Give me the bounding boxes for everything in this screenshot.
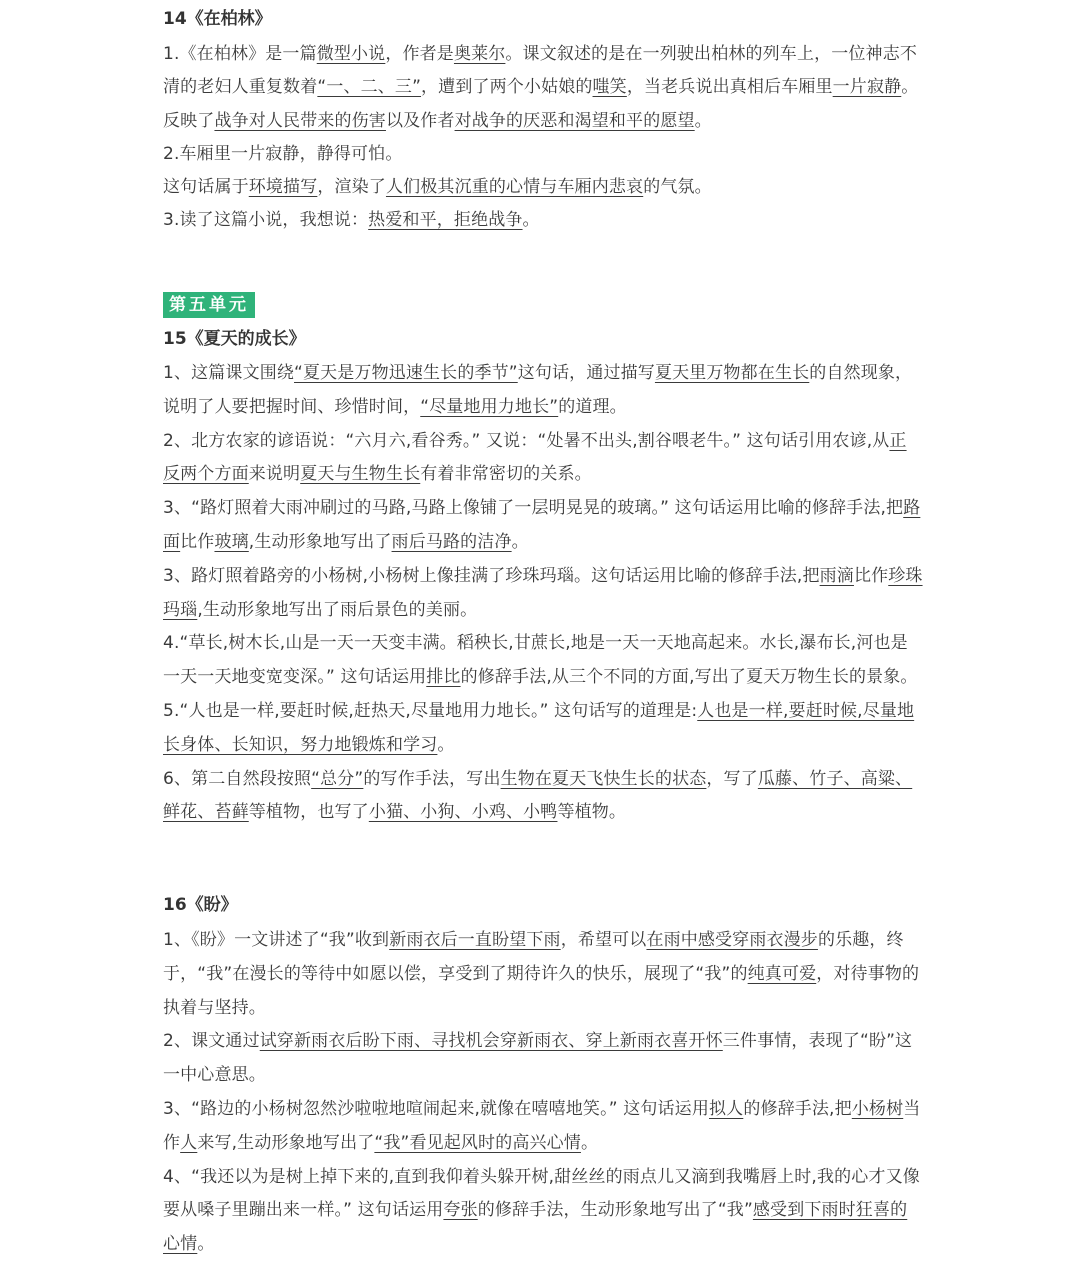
s14-para-4 [163,204,923,237]
section-16-title: 16《盼》 [163,895,238,915]
section-14 [163,7,923,238]
text-run: 三件事情，表现了“盼”这一中心意思。 [163,1031,913,1086]
text-run: 。 [197,1234,215,1255]
text-run: 。反映了 [163,77,919,131]
underlined-key-phrase: “一、二、三” [317,77,422,98]
text-run: 的写作手法，写出 [363,768,501,789]
underlined-key-phrase: 瓜藤、竹子、高粱、鲜花、苔藓 [163,768,913,823]
underlined-key-phrase: 对战争的厌恶和渴望和平的愿望 [454,110,695,131]
text-run: 的道理。 [558,396,627,417]
underlined-key-phrase: 雨滴 [819,565,854,586]
underlined-key-phrase: 珍珠玛瑙 [163,565,923,620]
text-run: ，渲染了 [317,177,386,198]
text-run: 。 [580,1132,599,1153]
text-run: 当作 [163,1098,921,1153]
underlined-key-phrase: “总分” [311,768,364,789]
section-15-title: 15《夏天的成长》 [163,329,306,349]
text-run: 的修辞手法，生动形象地写出了“我” [477,1200,753,1221]
underlined-key-phrase: 人们极其沉重的心情与车厢内悲哀 [385,177,644,198]
underlined-key-phrase: 雨后马路的洁净 [391,531,512,552]
underlined-key-phrase: 人也是一样,要赶时候,尽量地长身体、长知识，努力地锻炼和学习 [163,700,915,755]
unit-5-badge: 第五单元 [163,292,255,318]
text-run: 1、这篇课文围绕 [163,363,295,383]
text-run: 来说明 [248,464,301,485]
s15-para-3 [163,492,923,560]
underlined-key-phrase: 新雨衣后一直盼望下雨 [389,930,561,950]
underlined-key-phrase: 小猫、小狗、小鸡、小鸭 [368,802,558,823]
section-14-title: 14《在柏林》 [163,9,272,29]
underlined-key-phrase: 热爱和平，拒绝战争 [368,210,523,231]
underlined-key-phrase: “夏天是万物迅速生长的季节” [294,363,518,383]
text-run: ，希望可以 [560,930,647,950]
underlined-key-phrase: 在雨中感受穿雨衣漫步 [646,930,818,950]
text-run: 的自然现象，说明了人要把握时间、珍惜时间， [163,363,913,417]
text-run: 4.“草长,树木长,山是一天一天变丰满。稻秧长,甘蔗长,地是一天一天地高起来。水长,瀑布长,河也是一天一天地变宽变深。” 这句话运用 [163,633,908,688]
underlined-key-phrase: 小杨树 [851,1098,904,1119]
underlined-key-phrase: 正反两个方面 [163,430,907,485]
underlined-key-phrase: 奥莱尔 [453,44,506,64]
section-15 [163,327,923,830]
text-run: 有着非常密切的关系。 [420,464,592,485]
text-run: 3、路灯照着路旁的小杨树,小杨树上像挂满了珍珠玛瑙。这句话运用比喻的修辞手法,把 [163,565,820,586]
text-run: 这句话，通过描写 [517,363,655,383]
underlined-key-phrase: 路面 [163,498,921,552]
text-run: 。 [437,734,455,755]
s15-para-2 [163,425,923,493]
text-run: 。 [694,110,712,131]
text-run: 1.《在柏林》是一篇 [163,44,317,64]
s15-para-6 [163,695,923,763]
s15-para-5 [163,627,923,695]
s16-para-1 [163,924,923,1025]
s14-para-3 [163,171,923,204]
text-run: 3.读了这篇小说，我想说： [163,210,369,231]
text-run: ,生动形象地写出了雨后景色的美丽。 [197,599,478,620]
text-run: 来写,生动形象地写出了 [197,1132,375,1153]
unit-5-label [163,292,255,318]
s14-para-1 [163,38,923,138]
text-run: 这句话属于 [163,177,249,198]
section-16 [163,893,923,1262]
underlined-key-phrase: 夏天里万物都在生长 [654,363,810,383]
text-run: 2.车厢里一片寂静，静得可怕。 [163,143,403,164]
text-run: 等植物。 [557,802,627,823]
text-run: 2、北方农家的谚语说：“六月六,看谷秀。” 又说：“处暑不出头,割谷喂老牛。” 这句话引用农谚,从 [163,430,890,451]
underlined-key-phrase: 试穿新雨衣后盼下雨、寻找机会穿新雨衣、穿上新雨衣喜开怀 [259,1031,723,1052]
underlined-key-phrase: 嗤笑 [592,77,627,98]
underlined-key-phrase: 排比 [426,667,461,688]
s15-para-7 [163,763,923,831]
s15-para-1 [163,357,923,425]
text-run: ，对待事物的执着与坚持。 [163,963,920,1018]
text-run: 比作 [853,565,889,586]
text-run: 1、《盼》一文讲述了“我”收到 [163,930,390,950]
underlined-key-phrase: 一片寂静 [832,77,902,98]
text-run: 3、“路灯照着大雨冲刷过的马路,马路上像铺了一层明晃晃的玻璃。” 这句话运用比喻的修辞手法,把 [163,498,904,519]
underlined-key-phrase: 玻璃 [214,531,249,552]
text-run: 。 [522,210,540,231]
s14-para-2 [163,138,923,171]
text-run: 以及作者 [385,110,455,131]
underlined-key-phrase: 战争对人民带来的伤害 [214,110,386,131]
underlined-key-phrase: 夸张 [443,1200,478,1221]
text-run: 的气氛。 [643,177,712,198]
text-run: 4、“我还以为是树上掉下来的,直到我仰着头躲开树,甜丝丝的雨点儿又滴到我嘴唇上时,我的心才又像要从嗓子里蹦出来一样。” 这句话运用 [163,1166,920,1221]
s16-para-2 [163,1025,923,1093]
text-run: 2、课文通过 [163,1031,260,1052]
s16-para-4 [163,1161,923,1262]
text-run: 6、第二自然段按照 [163,768,312,789]
underlined-key-phrase: 拟人 [709,1098,744,1119]
text-run: 3、“路边的小杨树忽然沙啦啦地喧闹起来,就像在嘻嘻地笑。” 这句话运用 [163,1098,709,1119]
text-run: 的修辞手法,从三个不同的方面,写出了夏天万物生长的景象。 [460,667,918,688]
text-run: ，遭到了两个小姑娘的 [421,77,593,98]
text-run: ,生动形象地写出了 [248,531,392,552]
underlined-key-phrase: 微型小说 [316,44,386,64]
text-run: 。 [511,531,529,552]
underlined-key-phrase: 感受到下雨时狂喜的心情 [163,1200,908,1255]
underlined-key-phrase: 夏天与生物生长 [300,464,421,485]
underlined-key-phrase: 纯真可爱 [747,963,817,984]
underlined-key-phrase: 环境描写 [248,177,318,198]
text-run: 等植物，也写了 [248,802,369,823]
text-run: ，作者是 [385,44,454,64]
s15-para-4 [163,560,923,628]
text-run: 。课文叙述的是在一列驶出柏林的列车上，一位神志不清的老妇人重复数着 [163,44,918,98]
text-run: 比作 [180,531,215,552]
s16-para-3 [163,1093,923,1161]
text-run: 5.“人也是一样,要赶时候,赶热天,尽量地用力地长。” 这句话写的道理是: [163,700,698,721]
text-run: ，当老兵说出真相后车厢里 [626,77,833,98]
text-run: ，写了 [706,768,758,789]
text-run: 的乐趣，终于，“我”在漫长的等待中如愿以偿，享受到了期待许久的快乐，展现了“我”的 [163,930,904,984]
underlined-key-phrase: “尽量地用力地长” [420,396,559,417]
underlined-key-phrase: “我”看见起风时的高兴心情 [374,1132,581,1153]
underlined-key-phrase: 生物在夏天飞快生长的状态 [500,768,707,789]
text-run: 的修辞手法,把 [743,1098,852,1119]
underlined-key-phrase: 人 [180,1132,198,1153]
